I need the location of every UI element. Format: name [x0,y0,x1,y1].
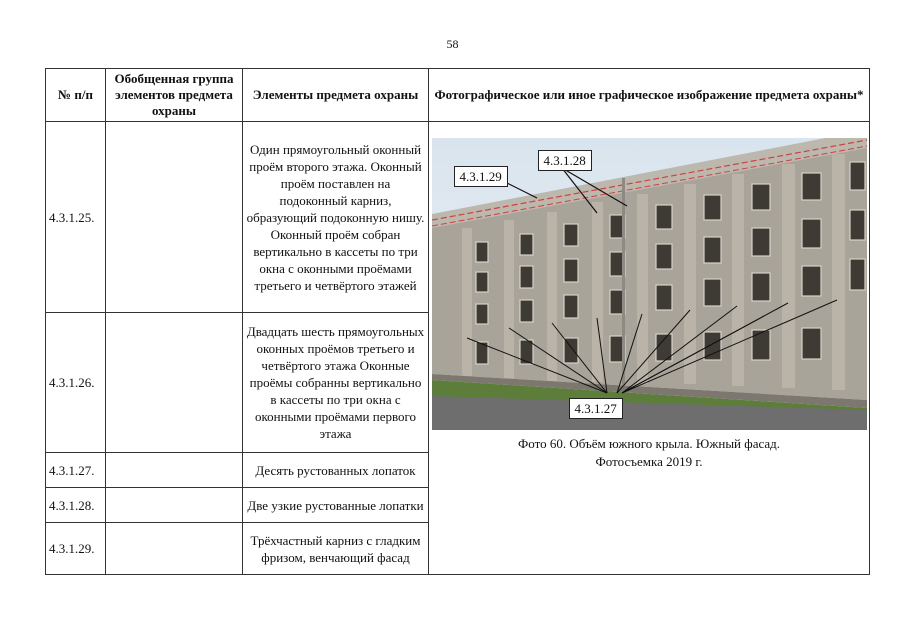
row-element: Две узкие рустованные лопатки [243,488,429,523]
row-number: 4.3.1.28. [46,488,106,523]
row-group [106,122,243,313]
heritage-elements-table [45,68,870,575]
facade-photo [432,138,867,430]
row-number: 4.3.1.26. [46,313,106,453]
header-elements: Элементы предмета охраны [243,69,429,122]
photo-caption [429,435,869,471]
row-group [106,488,243,523]
header-num: № п/п [46,69,106,122]
table-header-row [46,69,870,122]
header-group: Обобщенная группа элементов предмета охраны [106,69,243,122]
row-element: Трёхчастный карниз с гладким фризом, венчающий фасад [243,523,429,575]
row-group [106,313,243,453]
row-group [106,523,243,575]
row-element: Двадцать шесть прямоугольных оконных проёмов третьего и четвёртого этажа Оконные проёмы собранны вертикально в кассеты по три окна с оконными проёмами первого этажа [243,313,429,453]
callout-4-3-1-27: 4.3.1.27 [569,398,623,419]
photo-caption-line1: Фото 60. Объём южного крыла. Южный фасад. [517,436,781,451]
callout-4-3-1-28: 4.3.1.28 [538,150,592,171]
row-element: Один прямоугольный оконный проём второго этажа. Оконный проём поставлен на подоконный карниз, образующий подоконную нишу. Оконный проём собран вертикально в кассеты по три окна с оконными проёмами третьего и четвёртого этажей [243,122,429,313]
table-row [46,122,870,313]
photo-cell [429,122,870,575]
row-number: 4.3.1.29. [46,523,106,575]
row-number: 4.3.1.25. [46,122,106,313]
row-element: Десять рустованных лопаток [243,453,429,488]
row-number: 4.3.1.27. [46,453,106,488]
callout-4-3-1-29: 4.3.1.29 [454,166,508,187]
header-image: Фотографическое или иное графическое изображение предмета охраны* [429,69,870,122]
page-number: 58 [446,37,459,51]
row-group [106,453,243,488]
photo-caption-line2: Фотосъемка 2019 г. [595,454,703,469]
